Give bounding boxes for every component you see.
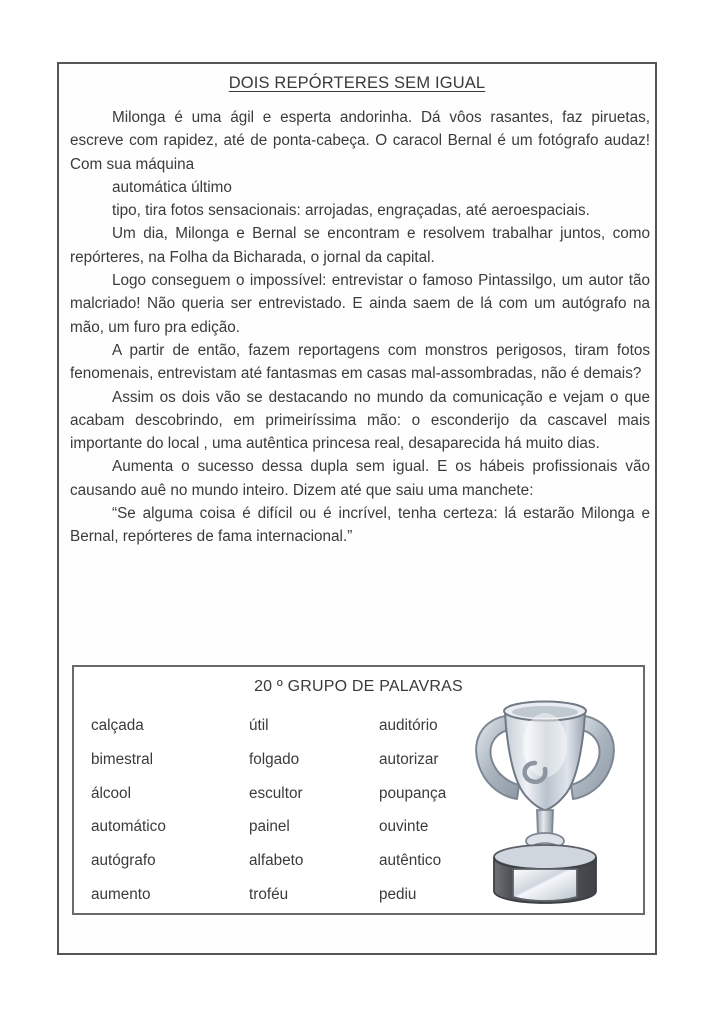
word-item: troféu xyxy=(249,885,289,903)
word-item: calçada xyxy=(91,717,144,734)
story-paragraph: “Se alguma coisa é difícil ou é incrível, tenha certeza: lá estarão Milonga e Bernal, repórteres de fama internacional.” xyxy=(70,505,650,546)
word-item: autorizar xyxy=(379,750,439,768)
word-item: autógrafo xyxy=(91,852,156,870)
worksheet-page-frame xyxy=(57,62,657,955)
word-column xyxy=(249,709,379,912)
page-title-text: DOIS REPÓRTERES SEM IGUAL xyxy=(228,74,486,92)
story-paragraph xyxy=(70,106,650,222)
story-paragraph: Aumenta o sucesso dessa dupla sem igual. E os hábeis profissionais vão causando auê no mundo inteiro. Dizem até que saiu uma manchete: xyxy=(70,458,650,499)
story-body xyxy=(68,106,652,549)
word-item: bimestral xyxy=(91,750,154,768)
word-item: álcool xyxy=(91,784,131,802)
word-item: pediu xyxy=(379,885,417,903)
story-paragraph-line: tipo, tira fotos sensacionais: arrojadas, engraçadas, até aeroespaciais. xyxy=(112,202,590,220)
word-item: alfabeto xyxy=(249,852,304,870)
word-item: automático xyxy=(91,818,166,836)
word-item: painel xyxy=(249,818,290,836)
story-paragraph: Logo conseguem o impossível: entrevistar o famoso Pintassilgo, um autor tão malcriado! Não queria ser entrevistado. E ainda saem de lá com um autógrafo na mão, um furo pra edição. xyxy=(70,272,650,336)
story-paragraph-text: Milonga é uma ágil e esperta andorinha. Dá vôos rasantes, faz piruetas, escreve com rapidez, até de ponta-cabeça. O caracol Bernal é um fotógrafo audaz! Com sua máquina xyxy=(70,109,650,173)
word-group-columns xyxy=(74,709,643,912)
word-group-box xyxy=(72,665,645,915)
word-item: autêntico xyxy=(379,852,442,870)
word-group-title: 20 º GRUPO DE PALAVRAS xyxy=(254,678,463,695)
word-item: aumento xyxy=(91,885,151,903)
word-item: poupança xyxy=(379,784,447,802)
word-item: escultor xyxy=(249,784,303,802)
word-item: ouvinte xyxy=(379,818,429,836)
word-column xyxy=(379,709,539,912)
word-column xyxy=(74,709,249,912)
word-item: auditório xyxy=(379,717,438,734)
story-paragraph: Um dia, Milonga e Bernal se encontram e resolvem trabalhar juntos, como repórteres, na Folha da Bicharada, o jornal da capital. xyxy=(70,225,650,266)
story-paragraph-line: automática último xyxy=(112,178,232,196)
word-item: útil xyxy=(249,717,269,734)
story-paragraph: A partir de então, fazem reportagens com monstros perigosos, tiram fotos fenomenais, entrevistam até fantasmas em casas mal-assombradas, não é demais? xyxy=(70,341,650,383)
page-title xyxy=(59,74,655,93)
story-paragraph: Assim os dois vão se destacando no mundo da comunicação e vejam o que acabam descobrindo, em primeiríssima mão: o esconderijo da cascavel mais importante do local , uma autêntica princesa real, desaparecida há muito dias. xyxy=(70,388,650,453)
word-item: folgado xyxy=(249,750,300,768)
